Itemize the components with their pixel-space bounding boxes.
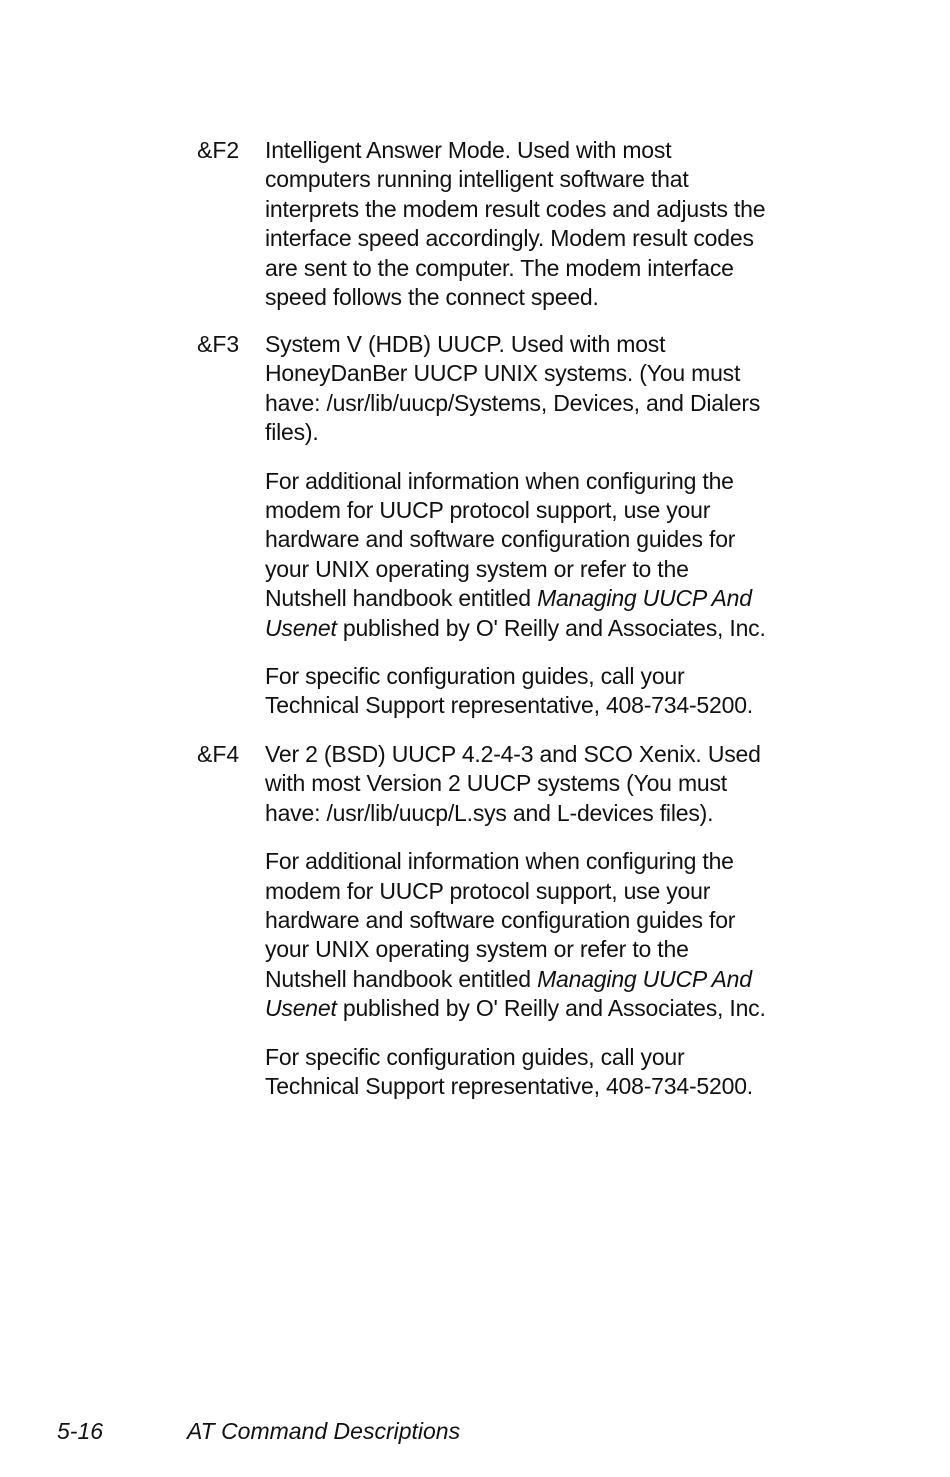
- command-entry-f3: [197, 330, 817, 721]
- command-description: [265, 136, 817, 312]
- text-line: Technical Support representative, 408-734-5200.: [265, 692, 753, 719]
- text-line: interface speed accordingly. Modem result codes: [265, 225, 754, 252]
- text-line: have: /usr/lib/uucp/L.sys and L-devices files).: [265, 799, 714, 826]
- book-title-part-1: Managing UUCP And: [537, 585, 752, 612]
- text-line: speed follows the connect speed.: [265, 284, 599, 311]
- text-line: [265, 994, 817, 1023]
- description-paragraph: [265, 1043, 817, 1102]
- text-line: interprets the modem result codes and adjusts the: [265, 195, 766, 222]
- text-line: have: /usr/lib/uucp/Systems, Devices, and Dialers: [265, 389, 761, 416]
- book-title-part-2: Usenet: [265, 995, 337, 1022]
- command-code: &F2: [197, 137, 240, 163]
- command-code: &F3: [197, 331, 240, 357]
- text-line: For specific configuration guides, call your: [265, 663, 685, 690]
- text-line: For additional information when configuring the: [265, 467, 734, 494]
- text-line: your UNIX operating system or refer to the: [265, 936, 689, 963]
- command-description: [265, 740, 817, 1101]
- text-run: published by O' Reilly and Associates, Inc.: [336, 995, 766, 1022]
- book-title-part-2: Usenet: [265, 614, 337, 641]
- text-line: hardware and software configuration guides for: [265, 526, 736, 553]
- description-paragraph: [265, 740, 817, 828]
- text-line: are sent to the computer. The modem interface: [265, 254, 734, 281]
- text-line: Technical Support representative, 408-734-5200.: [265, 1073, 753, 1100]
- description-paragraph: [265, 330, 817, 448]
- text-line: System V (HDB) UUCP. Used with most: [265, 331, 666, 357]
- text-line: [265, 965, 817, 994]
- text-run: Nutshell handbook entitled: [265, 585, 538, 612]
- book-title-part-1: Managing UUCP And: [537, 965, 752, 992]
- description-paragraph: [265, 136, 817, 312]
- running-footer-title: AT Command Descriptions: [187, 1418, 461, 1444]
- text-line: your UNIX operating system or refer to the: [265, 555, 689, 582]
- command-code: &F4: [197, 741, 240, 767]
- text-line: [265, 584, 817, 613]
- description-paragraph: [265, 467, 817, 643]
- text-run: published by O' Reilly and Associates, Inc.: [336, 614, 766, 641]
- command-entry-f2: [197, 136, 817, 312]
- command-entry-f4: [197, 740, 817, 1101]
- text-line: modem for UUCP protocol support, use your: [265, 497, 711, 524]
- text-line: hardware and software configuration guides for: [265, 907, 736, 934]
- text-line: Intelligent Answer Mode. Used with most: [265, 137, 672, 163]
- text-line: files).: [265, 419, 319, 446]
- text-line: For additional information when configuring the: [265, 848, 734, 875]
- text-line: For specific configuration guides, call your: [265, 1043, 685, 1070]
- text-line: HoneyDanBer UUCP UNIX systems. (You must: [265, 360, 741, 387]
- command-description: [265, 330, 817, 721]
- text-line: with most Version 2 UUCP systems (You must: [265, 770, 727, 797]
- text-line: computers running intelligent software that: [265, 166, 689, 193]
- text-line: modem for UUCP protocol support, use your: [265, 877, 711, 904]
- text-run: Nutshell handbook entitled: [265, 965, 538, 992]
- page-number: 5-16: [57, 1418, 104, 1444]
- text-line: Ver 2 (BSD) UUCP 4.2-4-3 and SCO Xenix. Used: [265, 741, 761, 767]
- description-paragraph: [265, 662, 817, 721]
- description-paragraph: [265, 847, 817, 1023]
- text-line: [265, 614, 817, 643]
